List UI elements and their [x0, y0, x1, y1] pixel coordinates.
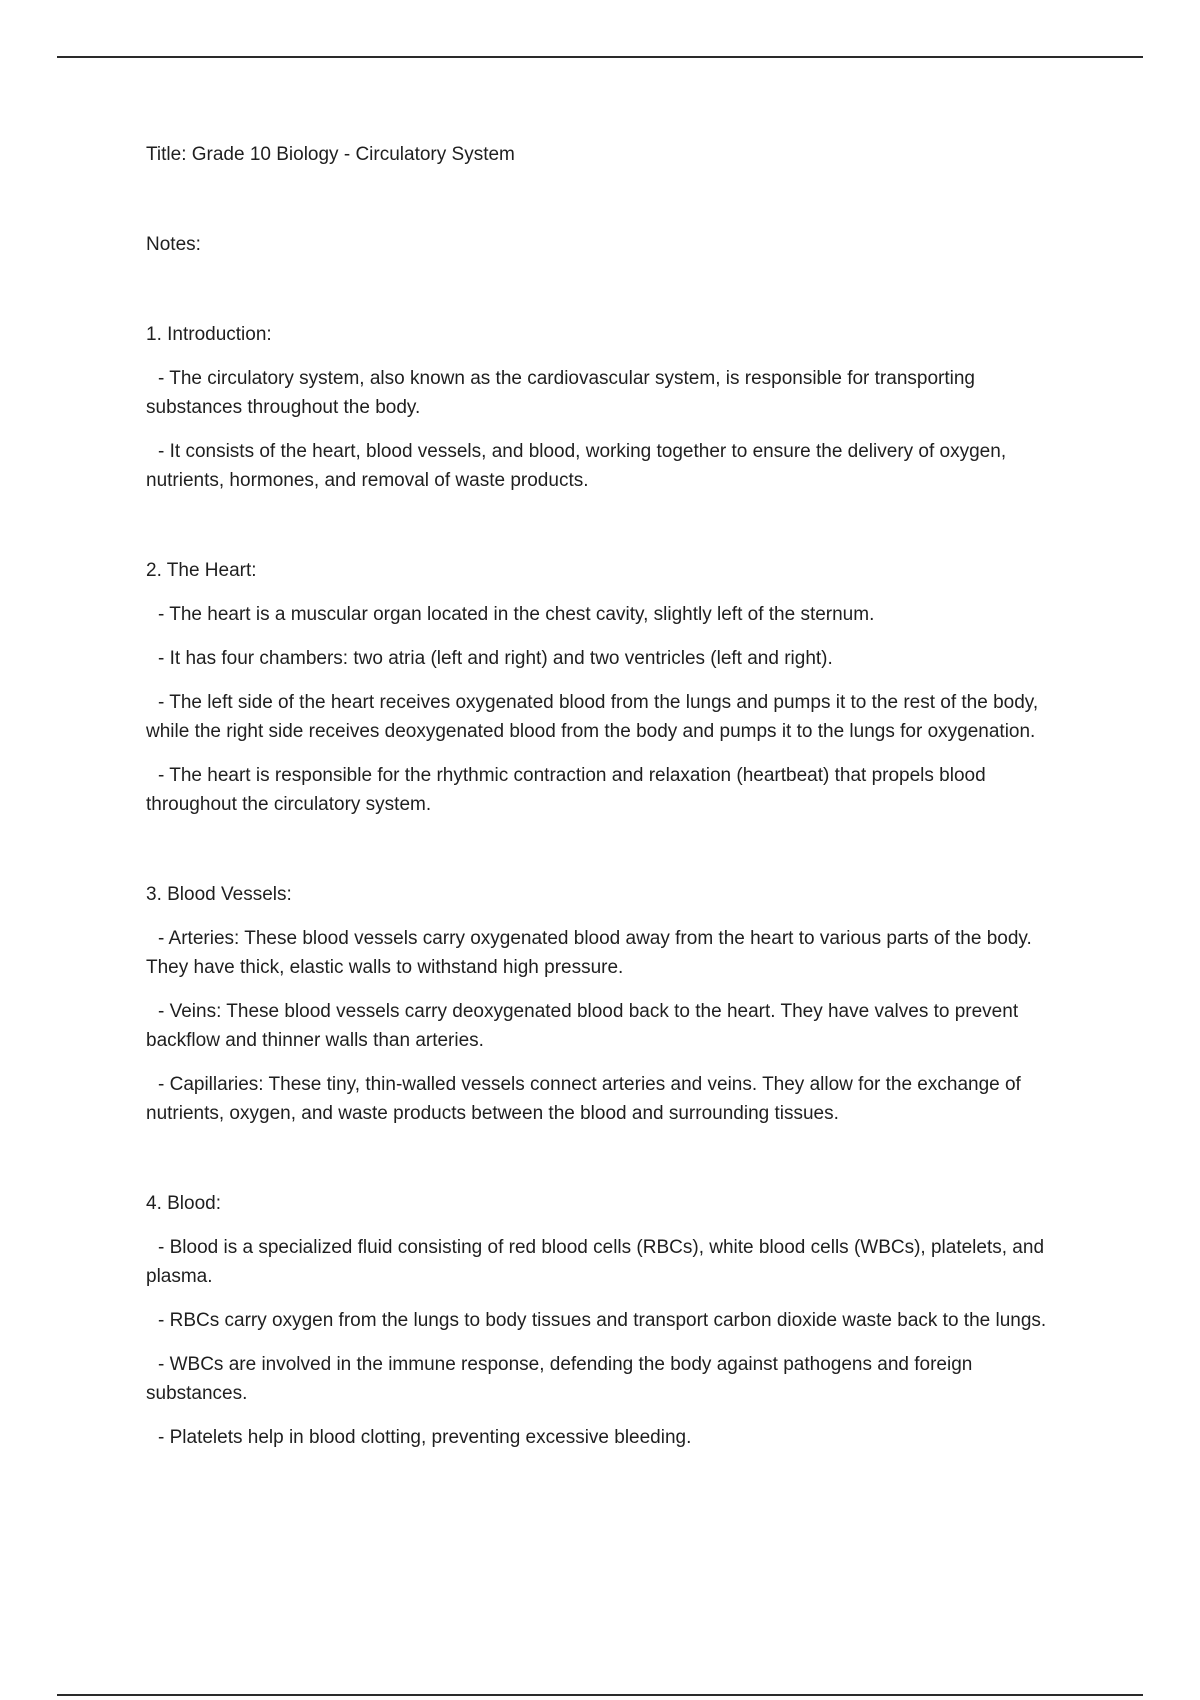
section-blood-vessels — [146, 880, 1066, 1128]
section-heading: 3. Blood Vessels: — [146, 884, 292, 905]
bullet-item: - RBCs carry oxygen from the lungs to body tissues and transport carbon dioxide waste back to the lungs. — [158, 1310, 1047, 1331]
document-title: Title: Grade 10 Biology - Circulatory System — [146, 144, 515, 165]
bullet-item: - WBCs are involved in the immune response, defending the body against pathogens and foreign substances. — [146, 1354, 973, 1404]
header-rule — [57, 56, 1143, 58]
section-heart — [146, 556, 1066, 819]
bullet-item: - Arteries: These blood vessels carry oxygenated blood away from the heart to various parts of the body. They have thick, elastic walls to withstand high pressure. — [146, 928, 1032, 978]
bullet-item: - The heart is responsible for the rhythmic contraction and relaxation (heartbeat) that propels blood throughout the circulatory system. — [146, 765, 986, 815]
bullet-item: - Capillaries: These tiny, thin-walled vessels connect arteries and veins. They allow for the exchange of nutrients, oxygen, and waste products between the blood and surrounding tissues. — [146, 1074, 1021, 1124]
section-heading: 2. The Heart: — [146, 560, 257, 581]
section-heading: 1. Introduction: — [146, 324, 272, 345]
bullet-item: - The circulatory system, also known as the cardiovascular system, is responsible for transporting substances throughout the body. — [146, 368, 975, 418]
bullet-item: - Veins: These blood vessels carry deoxygenated blood back to the heart. They have valves to prevent backflow and thinner walls than arteries. — [146, 1001, 1019, 1051]
notes-label: Notes: — [146, 234, 201, 255]
bullet-item: - The left side of the heart receives oxygenated blood from the lungs and pumps it to the rest of the body, while the right side receives deoxygenated blood from the body and pumps it to the lungs for oxygenation. — [146, 692, 1039, 742]
footer-rule — [57, 1694, 1143, 1696]
bullet-item: - Blood is a specialized fluid consisting of red blood cells (RBCs), white blood cells (WBCs), platelets, and plasma. — [146, 1237, 1045, 1287]
document-body — [146, 140, 1066, 1452]
bullet-item: - It consists of the heart, blood vessels, and blood, working together to ensure the delivery of oxygen, nutrients, hormones, and removal of waste products. — [146, 441, 1007, 491]
bullet-item: - The heart is a muscular organ located in the chest cavity, slightly left of the sternum. — [158, 604, 875, 625]
section-introduction — [146, 320, 1066, 495]
bullet-item: - It has four chambers: two atria (left and right) and two ventricles (left and right). — [158, 648, 833, 669]
section-heading: 4. Blood: — [146, 1193, 221, 1214]
section-blood — [146, 1189, 1066, 1452]
bullet-item: - Platelets help in blood clotting, preventing excessive bleeding. — [158, 1427, 692, 1448]
